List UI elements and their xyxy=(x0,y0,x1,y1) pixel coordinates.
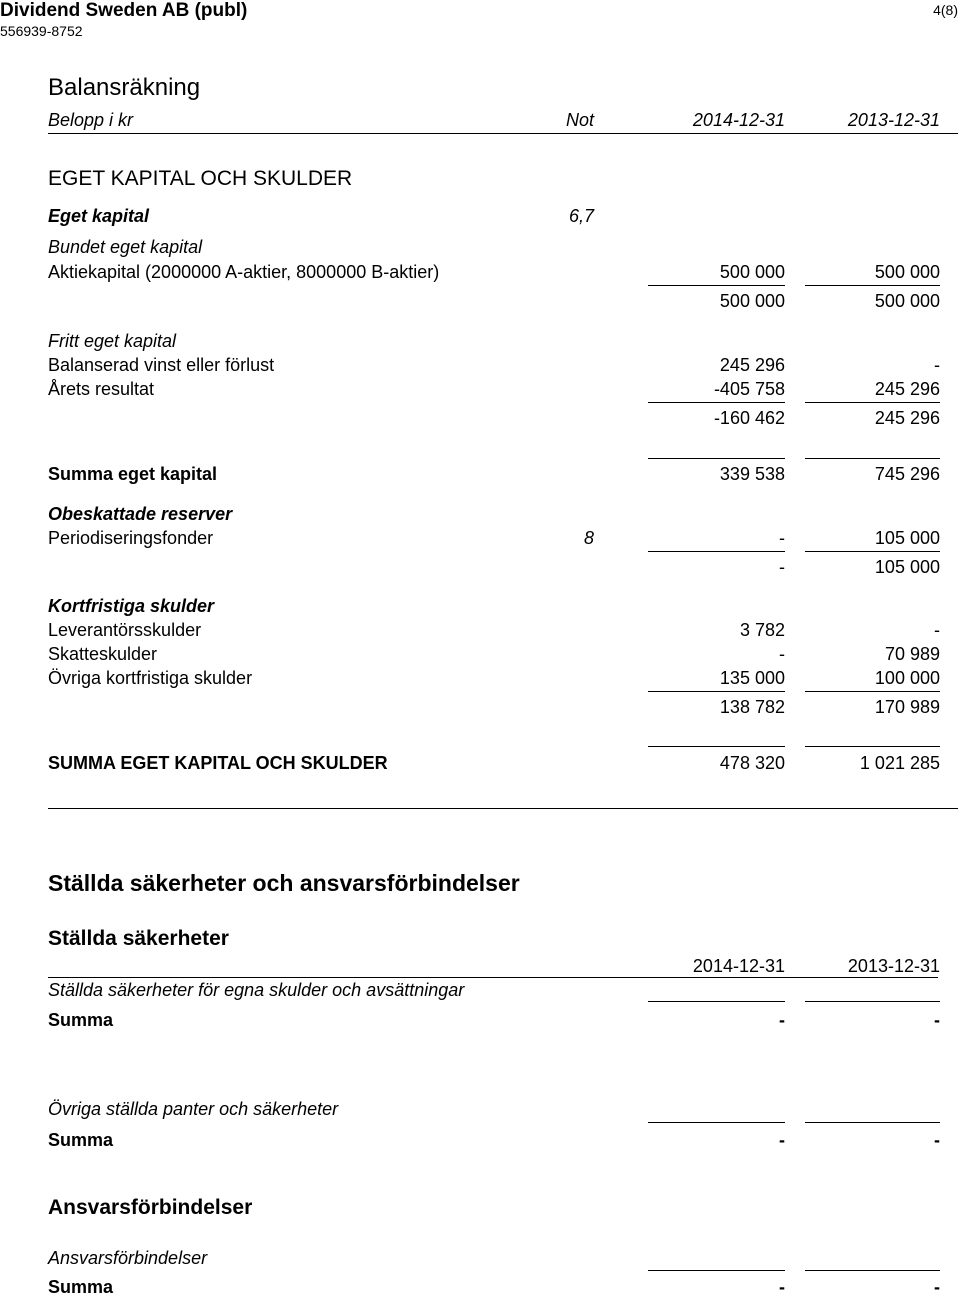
ansvar-summa-label: Summa xyxy=(48,1277,114,1297)
summa-total-2014: 478 320 xyxy=(719,753,785,773)
company-name: Dividend Sweden AB (publ) xyxy=(0,0,248,21)
stallda-summa-label: Summa xyxy=(48,1010,114,1030)
stallda-title: Ställda säkerheter xyxy=(48,927,229,950)
summa-total-2013: 1 021 285 xyxy=(859,753,940,773)
ovriga-2014: 135 000 xyxy=(719,668,785,688)
bundet-sum-2013: 500 000 xyxy=(874,291,940,311)
rule xyxy=(805,746,940,747)
page-number: 4(8) xyxy=(933,2,958,18)
rule xyxy=(805,551,940,552)
col-not: Not xyxy=(565,110,594,130)
summa-eget-2013: 745 296 xyxy=(874,464,940,484)
periodisering-2013: 105 000 xyxy=(874,528,940,548)
rule xyxy=(805,1122,940,1123)
eget-kapital-not: 6,7 xyxy=(568,206,594,226)
summa-eget-label: Summa eget kapital xyxy=(48,464,218,484)
col-2013: 2013-12-31 xyxy=(847,110,940,130)
aktiekapital-label: Aktiekapital (2000000 A-aktier, 8000000 B-aktier) xyxy=(48,262,440,282)
stallda-summa-2013: - xyxy=(934,1010,940,1030)
securities-header-rule xyxy=(48,977,938,978)
ovriga-summa-2014: - xyxy=(779,1130,785,1150)
ovriga-label: Övriga kortfristiga skulder xyxy=(48,668,253,688)
rule xyxy=(648,1270,785,1271)
rule xyxy=(805,285,940,286)
bundet-sum-2014: 500 000 xyxy=(719,291,785,311)
rule xyxy=(648,1122,785,1123)
obeskattade-sum-2014: - xyxy=(779,557,785,577)
sec-col-2014: 2014-12-31 xyxy=(692,956,785,976)
fritt-label: Fritt eget kapital xyxy=(48,331,177,351)
rule xyxy=(805,691,940,692)
ansvar-row: Ansvarsförbindelser xyxy=(48,1248,208,1268)
rule xyxy=(648,691,785,692)
fritt-sum-2013: 245 296 xyxy=(874,408,940,428)
ansvar-summa-2013: - xyxy=(934,1277,940,1297)
rule xyxy=(805,402,940,403)
rule xyxy=(648,1001,785,1002)
periodisering-not: 8 xyxy=(583,528,594,548)
balance-title: Balansräkning xyxy=(48,74,201,101)
ovriga-2013: 100 000 xyxy=(874,668,940,688)
rule xyxy=(648,746,785,747)
kortfristiga-sum-2014: 138 782 xyxy=(719,697,785,717)
kortfristiga-sum-2013: 170 989 xyxy=(874,697,940,717)
col-2014: 2014-12-31 xyxy=(692,110,785,130)
ovriga-summa-label: Summa xyxy=(48,1130,114,1150)
aktiekapital-2014: 500 000 xyxy=(719,262,785,282)
org-number: 556939-8752 xyxy=(0,23,83,39)
leverantor-label: Leverantörsskulder xyxy=(48,620,202,640)
bundet-label: Bundet eget kapital xyxy=(48,237,203,257)
eget-kapital-label: Eget kapital xyxy=(48,206,150,226)
ovriga-panter-row: Övriga ställda panter och säkerheter xyxy=(48,1099,339,1119)
obeskattade-label: Obeskattade reserver xyxy=(48,504,233,524)
leverantor-2013: - xyxy=(934,620,940,640)
securities-title: Ställda säkerheter och ansvarsförbindelser xyxy=(48,870,520,896)
summa-total-label: SUMMA EGET KAPITAL OCH SKULDER xyxy=(48,753,388,773)
periodisering-2014: - xyxy=(779,528,785,548)
rule xyxy=(648,458,785,459)
balanserad-2013: - xyxy=(934,355,940,375)
periodisering-label: Periodiseringsfonder xyxy=(48,528,214,548)
arets-resultat-label: Årets resultat xyxy=(48,379,155,399)
rule xyxy=(805,1001,940,1002)
rule xyxy=(648,402,785,403)
ansvar-title: Ansvarsförbindelser xyxy=(48,1196,253,1219)
skatteskulder-label: Skatteskulder xyxy=(48,644,158,664)
rule xyxy=(805,458,940,459)
stallda-summa-2014: - xyxy=(779,1010,785,1030)
sec-col-2013: 2013-12-31 xyxy=(847,956,940,976)
header-rule xyxy=(48,133,958,134)
col-label: Belopp i kr xyxy=(48,110,134,130)
ansvar-summa-2014: - xyxy=(779,1277,785,1297)
obeskattade-sum-2013: 105 000 xyxy=(874,557,940,577)
leverantor-2014: 3 782 xyxy=(739,620,785,640)
kortfristiga-label: Kortfristiga skulder xyxy=(48,596,215,616)
stallda-row: Ställda säkerheter för egna skulder och avsättningar xyxy=(48,980,465,1000)
skatteskulder-2014: - xyxy=(779,644,785,664)
section-title: EGET KAPITAL OCH SKULDER xyxy=(48,167,353,190)
balanserad-label: Balanserad vinst eller förlust xyxy=(48,355,275,375)
rule xyxy=(648,551,785,552)
arets-resultat-2014: -405 758 xyxy=(713,379,785,399)
summa-eget-2014: 339 538 xyxy=(719,464,785,484)
skatteskulder-2013: 70 989 xyxy=(884,644,940,664)
rule xyxy=(648,285,785,286)
aktiekapital-2013: 500 000 xyxy=(874,262,940,282)
ovriga-summa-2013: - xyxy=(934,1130,940,1150)
arets-resultat-2013: 245 296 xyxy=(874,379,940,399)
rule xyxy=(805,1270,940,1271)
balanserad-2014: 245 296 xyxy=(719,355,785,375)
fritt-sum-2014: -160 462 xyxy=(713,408,785,428)
section-rule xyxy=(48,808,958,809)
